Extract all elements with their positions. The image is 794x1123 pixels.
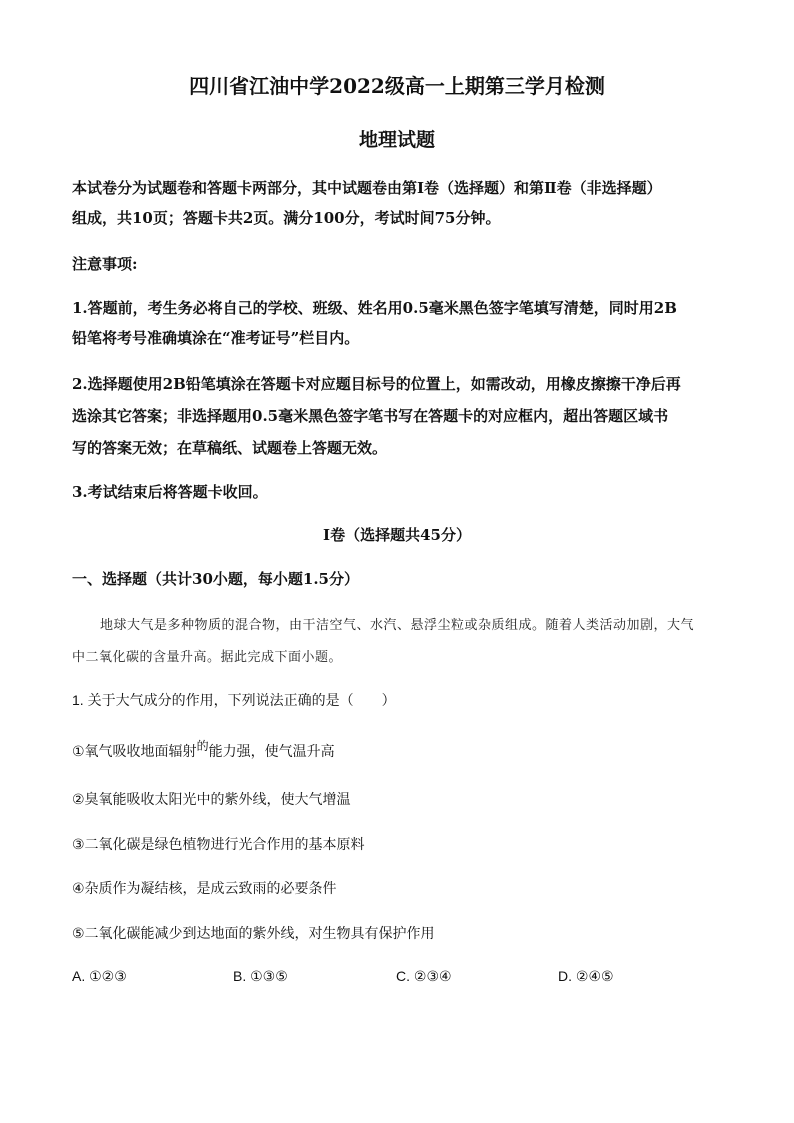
intro-line-1: 本试卷分为试题卷和答题卡两部分，其中试题卷由第Ⅰ卷（选择题）和第Ⅱ卷（非选择题）	[72, 179, 662, 197]
statement-1-text-a: ①氧气吸收地面辐射	[72, 743, 197, 759]
statement-4: ④杂质作为凝结核，是成云致雨的必要条件	[72, 880, 337, 896]
note-2-line-2: 选涂其它答案；非选择题用0.5毫米黑色签字笔书写在答题卡的对应框内，超出答题区域书	[72, 407, 669, 425]
note-3: 3.考试结束后将答题卡收回。	[72, 483, 268, 501]
statement-1-superscript: 的	[196, 739, 209, 753]
statement-1	[72, 741, 335, 761]
subject-title: 地理试题	[358, 129, 435, 151]
intro-line-2: 组成，共10页；答题卡共2页。满分100分，考试时间75分钟。	[72, 209, 501, 227]
note-1-line-1: 1.答题前，考生务必将自己的学校、班级、姓名用0.5毫米黑色签字笔填写清楚，同时用2B	[72, 299, 677, 317]
question-1-stem: 1. 关于大气成分的作用，下列说法正确的是（ ）	[72, 692, 396, 708]
part-one-title: Ⅰ卷（选择题共45分）	[323, 526, 471, 544]
statement-5: ⑤二氧化碳能减少到达地面的紫外线，对生物具有保护作用	[72, 925, 435, 941]
passage-line-2: 中二氧化碳的含量升高。据此完成下面小题。	[72, 650, 343, 665]
exam-title: 四川省江油中学2022级高一上期第三学月检测	[189, 74, 605, 98]
note-2-line-3: 写的答案无效；在草稿纸、试题卷上答题无效。	[72, 439, 388, 457]
section-heading: 一、选择题（共计30小题，每小题1.5分）	[72, 570, 359, 588]
note-1-line-2: 铅笔将考号准确填涂在“准考证号”栏目内。	[72, 329, 360, 347]
option-d: D. ②④⑤	[558, 968, 614, 984]
passage-line-1: 地球大气是多种物质的混合物，由干洁空气、水汽、悬浮尘粒或杂质组成。随着人类活动加剧，大气	[100, 618, 695, 633]
notes-heading: 注意事项:	[72, 255, 138, 273]
option-c: C. ②③④	[396, 968, 452, 984]
statement-3: ③二氧化碳是绿色植物进行光合作用的基本原料	[72, 836, 365, 852]
statement-1-text-b: 能力强，使气温升高	[208, 743, 335, 759]
option-b: B. ①③⑤	[233, 968, 288, 984]
option-a: A. ①②③	[72, 968, 127, 984]
note-2-line-1: 2.选择题使用2B铅笔填涂在答题卡对应题目标号的位置上，如需改动，用橡皮擦擦干净后再	[72, 375, 681, 393]
statement-2: ②臭氧能吸收太阳光中的紫外线，使大气增温	[72, 791, 351, 807]
